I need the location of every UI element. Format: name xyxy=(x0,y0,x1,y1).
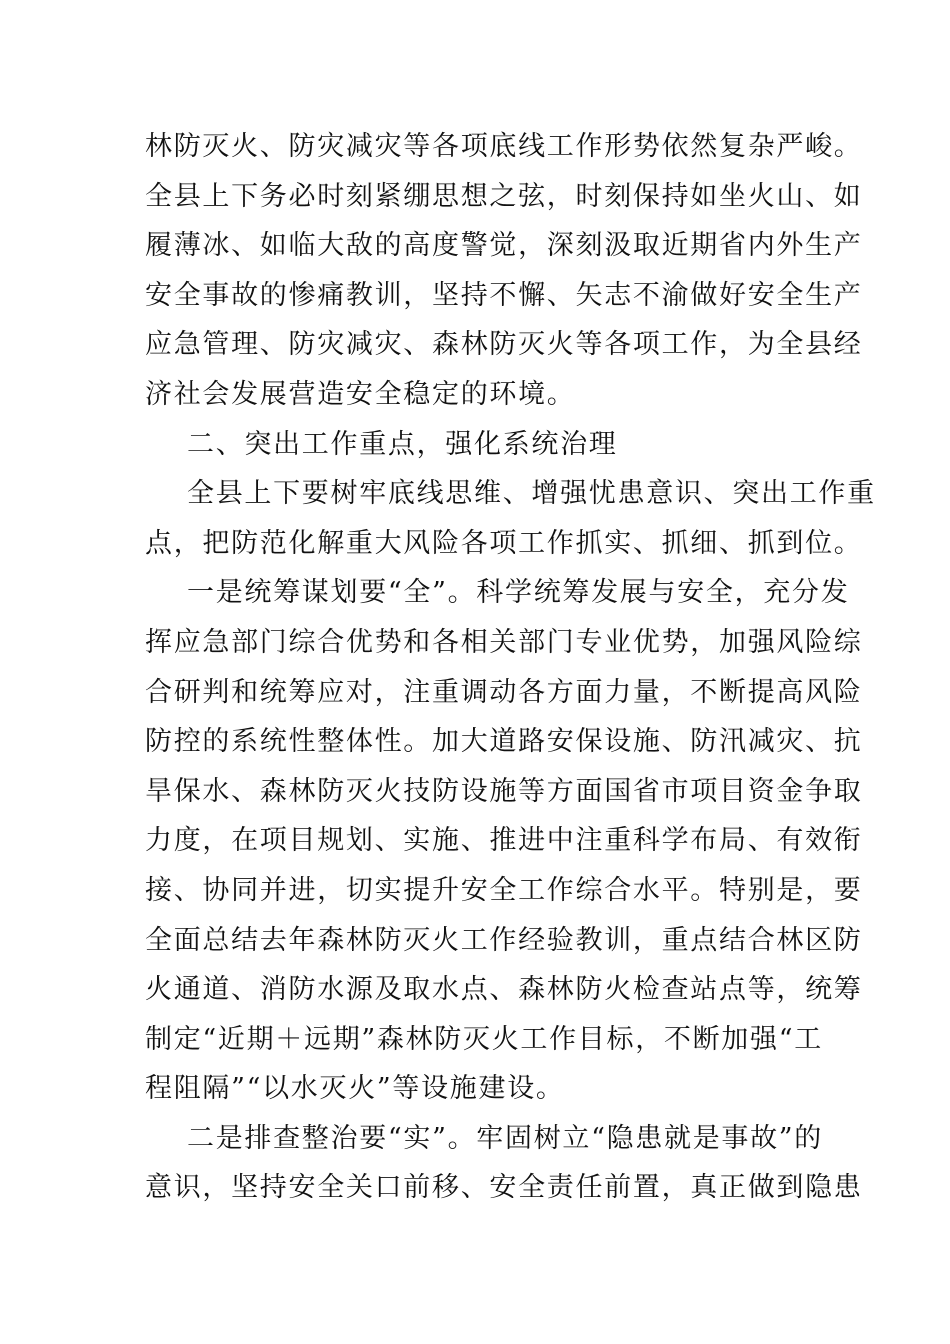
text-line-13: 防控的系统性整体性。加大道路安保设施、防汛减灾、抗 xyxy=(145,726,863,758)
text-line-22: 意识，坚持安全关口前移、安全责任前置，真正做到隐患 xyxy=(145,1172,863,1204)
text-line-12: 合研判和统筹应对，注重调动各方面力量，不断提高风险 xyxy=(145,676,863,708)
text-line-20: 程阻隔”“以水灭火”等设施建设。 xyxy=(145,1073,565,1105)
text-line-9: 点，把防范化解重大风险各项工作抓实、抓细、抓到位。 xyxy=(145,527,863,559)
text-line-8: 全县上下要树牢底线思维、增强忧患意识、突出工作重 xyxy=(187,478,876,510)
text-line-3: 履薄冰、如临大敌的高度警觉，深刻汲取近期省内外生产 xyxy=(145,230,863,262)
text-line-11: 挥应急部门综合优势和各相关部门专业优势，加强风险综 xyxy=(145,626,863,658)
text-line-19: 制定“近期＋远期”森林防灭火工作目标，不断加强“工 xyxy=(145,1023,823,1055)
text-line-4: 安全事故的惨痛教训，坚持不懈、矢志不渝做好安全生产 xyxy=(145,279,863,311)
text-line-16: 接、协同并进，切实提升安全工作综合水平。特别是，要 xyxy=(145,874,863,906)
text-line-17: 全面总结去年森林防灭火工作经验教训，重点结合林区防 xyxy=(145,924,863,956)
text-line-2: 全县上下务必时刻紧绷思想之弦，时刻保持如坐火山、如 xyxy=(145,180,863,212)
document-body xyxy=(145,122,876,1213)
text-line-14: 旱保水、森林防灭火技防设施等方面国省市项目资金争取 xyxy=(145,775,863,807)
text-line-10: 一是统筹谋划要“全”。科学统筹发展与安全，充分发 xyxy=(187,577,850,609)
text-line-18: 火通道、消防水源及取水点、森林防火检查站点等，统筹 xyxy=(145,974,863,1006)
text-line-21: 二是排查整治要“实”。牢固树立“隐患就是事故”的 xyxy=(187,1122,824,1154)
text-line-5: 应急管理、防灾减灾、森林防灭火等各项工作，为全县经 xyxy=(145,329,863,361)
text-line-6: 济社会发展营造安全稳定的环境。 xyxy=(145,378,576,410)
text-line-15: 力度，在项目规划、实施、推进中注重科学布局、有效衔 xyxy=(145,825,863,857)
section-heading: 二、突出工作重点，强化系统治理 xyxy=(187,428,618,460)
text-line-1: 林防灭火、防灾减灾等各项底线工作形势依然复杂严峻。 xyxy=(145,131,863,162)
